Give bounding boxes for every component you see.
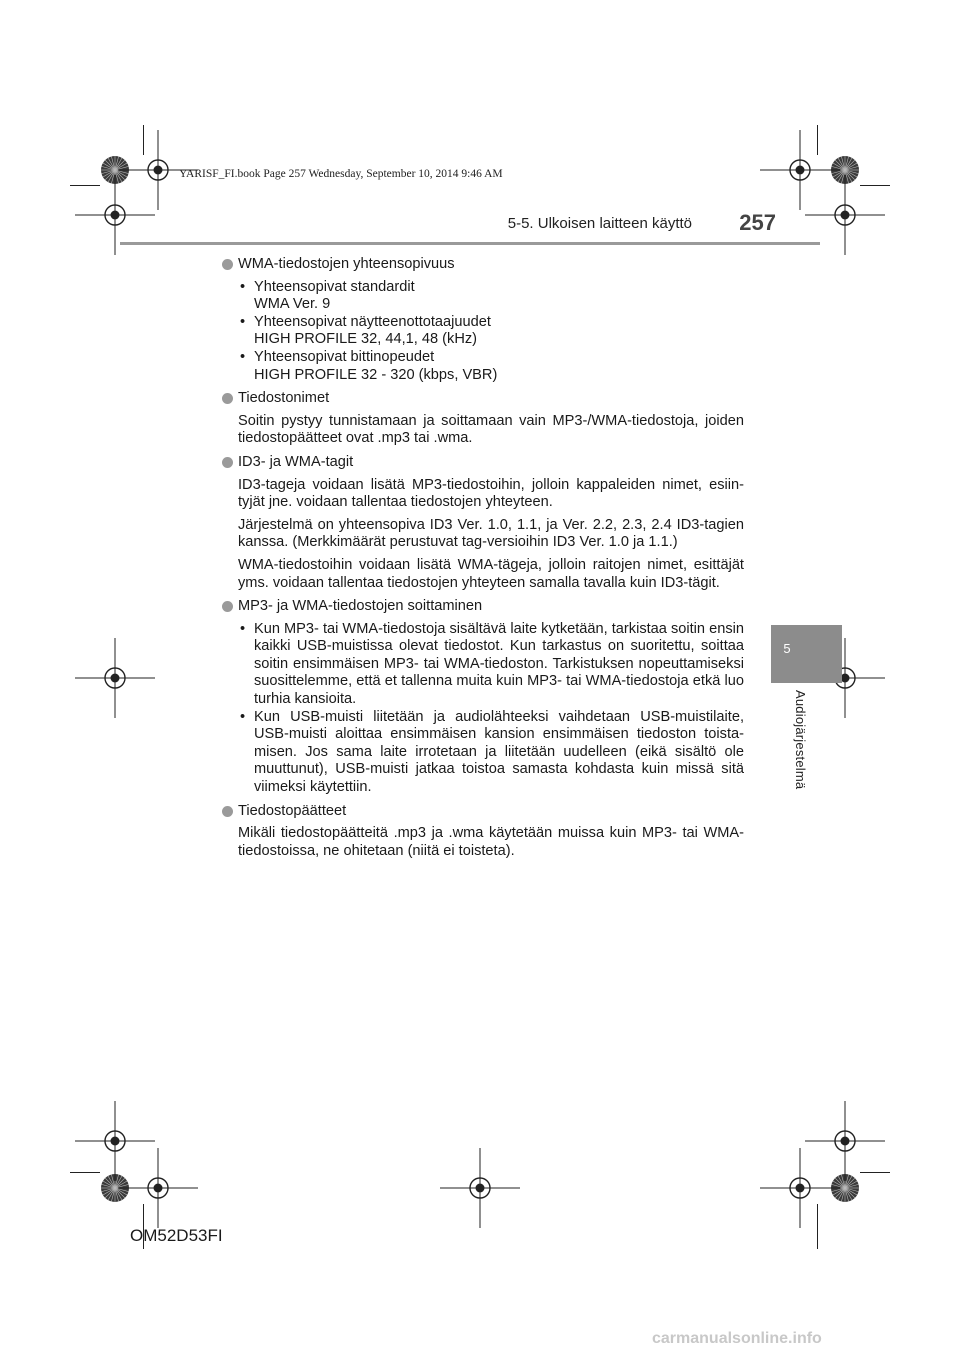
document-code: OM52D53FI — [130, 1226, 223, 1245]
crosshair-icon — [440, 1148, 520, 1228]
list-item: • Yhteensopivat bittinopeudet HIGH PROFILE 32 - 320 (kbps, VBR) — [240, 348, 498, 383]
section-heading-tags: ID3- ja WMA-tagit — [220, 454, 744, 472]
crop-line — [860, 1172, 890, 1173]
header-rule — [120, 242, 820, 245]
crosshair-icon — [760, 1148, 840, 1228]
site-watermark: carmanualsonline.info — [652, 1330, 822, 1347]
list-item: • Kun USB-muisti liitetään ja audiolähteeksi vaihdetaan USB-muistilaite, USB-muisti aloittaa ensimmäisen kansion ensimmäisen tiedoston toistamisen. Jos sama laite irrotetaan ja liitetään uudelleen (eikä sisältö ole muuttunut), USB-muisti jatkaa toistoa samasta kohdasta kuin missä sitä viimeksi käytettiin. — [240, 708, 744, 796]
crop-line — [817, 1204, 818, 1249]
crop-line — [860, 185, 890, 186]
crosshair-icon — [118, 1148, 198, 1228]
crosshair-icon — [75, 638, 155, 718]
list-item: • Yhteensopivat standardit WMA Ver. 9 — [240, 278, 415, 313]
chapter-label: Audiojärjestelmä — [793, 690, 808, 790]
print-info: YARISF_FI.book Page 257 Wednesday, September 10, 2014 9:46 AM — [179, 168, 503, 180]
bullet-dot-icon — [222, 601, 233, 612]
list-item: • Yhteensopivat näytteenottotaajuudet HIGH PROFILE 32, 44,1, 48 (kHz) — [240, 313, 491, 348]
crop-line — [70, 1172, 100, 1173]
crop-line — [70, 185, 100, 186]
section-heading-wma: WMA-tiedostojen yhteensopivuus — [220, 256, 744, 274]
paragraph: ID3-tageja voidaan lisätä MP3-tiedostoihin, jolloin kappaleiden nimet, esiintyjät jne. voidaan tallentaa tiedostojen yhteyteen. — [238, 476, 744, 511]
section-heading-playback: MP3- ja WMA-tiedostojen soittaminen — [220, 598, 744, 616]
bullet-dot-icon — [222, 457, 233, 468]
crop-line — [143, 125, 144, 155]
section-heading-extensions: Tiedostopäätteet — [220, 803, 744, 821]
bullet-dot-icon — [222, 393, 233, 404]
paragraph: WMA-tiedostoihin voidaan lisätä WMA-tägeja, jolloin raitojen nimet, esittäjät yms. voidaan tallentaa tiedostojen yhteyteen samalla tavalla kuin ID3-tägit. — [238, 556, 744, 591]
wma-spec-list — [238, 279, 744, 385]
bullet-dot-icon — [222, 259, 233, 270]
playback-list — [238, 621, 744, 797]
crop-line — [817, 125, 818, 155]
chapter-tab — [771, 625, 842, 683]
paragraph: Soitin pystyy tunnistamaan ja soittamaan vain MP3-/WMA-tiedostoja, joiden tiedostopäätteet ovat .mp3 tai .wma. — [238, 412, 744, 447]
page-number: 257 — [739, 210, 776, 235]
bullet-dot-icon — [222, 806, 233, 817]
page-content — [220, 256, 744, 860]
paragraph: Mikäli tiedostopäätteitä .mp3 ja .wma käytetään muissa kuin MP3- tai WMA-tiedostoissa, ne ohitetaan (niitä ei toisteta). — [238, 825, 744, 859]
section-title: 5-5. Ulkoisen laitteen käyttö — [507, 215, 692, 232]
section-heading-filenames: Tiedostonimet — [220, 390, 744, 408]
list-item: • Kun MP3- tai WMA-tiedostoja sisältävä laite kytketään, tarkistaa soitin ensin kaikki USB-muistissa olevat tiedostot. Kun tarkastus on suoritettu, soittaa soitin ensimmäisen MP3- tai WMA-tiedoston. Tarkistuksen nopeuttamiseksi suosittelemme, että et tallenna muita kuin MP3- tai WMA-tiedostoja etkä luo turhia kansioita. — [240, 620, 744, 708]
paragraph: Järjestelmä on yhteensopiva ID3 Ver. 1.0, 1.1, ja Ver. 2.2, 2.3, 2.4 ID3-tagien kanssa. (Merkkimäärät perustuvat tag-versioihin ID3 Ver. 1.0 ja 1.1.) — [238, 516, 744, 551]
chapter-number: 5 — [783, 641, 791, 656]
